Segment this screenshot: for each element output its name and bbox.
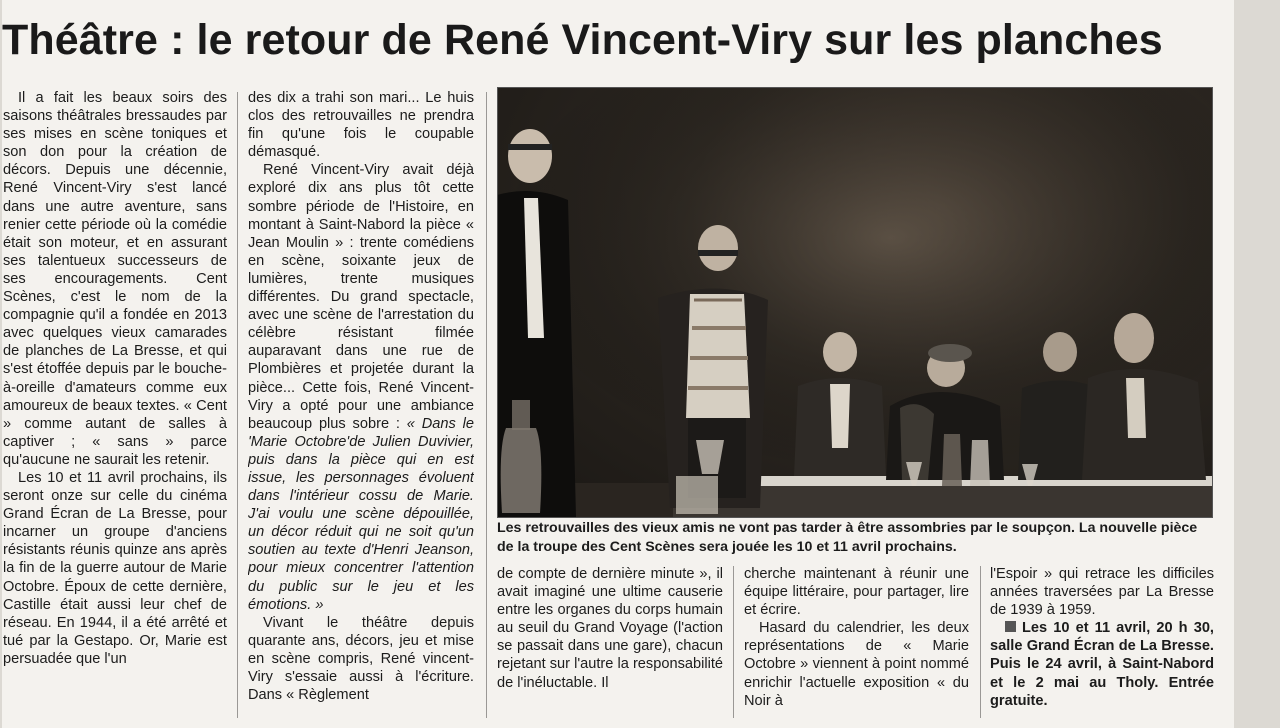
column-rule — [237, 92, 238, 718]
paragraph: Les 10 et 11 avril prochains, ils seront onze sur celle du cinéma Grand Écran de La Bresse, pour incarner un groupe d'anciens résistants réunis quinze ans après la fin de la guerre autour de Marie Octobre. Époux de cette dernière, Castille était aussi leur chef de réseau. En 1944, il a été arrêté et tué par la Gestapo. Or, Marie est persuadée que l'un — [3, 469, 227, 667]
paragraph: des dix a trahi son mari... Le huis clos des retrouvailles ne prendra fin qu'une fois le coupable démasqué. — [248, 90, 474, 161]
paragraph: Il a fait les beaux soirs des saisons théâtrales bressaudes par ses mises en scène toniques et son don pour la création de décors. Depuis une décennie, René Vincent-Viry s'est lancé dans une autre aventure, sans renier cette période où la comédie était son moteur, et en assurant ses talentueux successeurs de ses encouragements. Cent Scènes, c'est le nom de la compagnie qu'il a fondée en 2013 avec quelques vieux camarades de planches de La Bresse, et qui s'est étoffée depuis par le bouche-à-oreille d'amateurs comme eux amoureux de beaux textes. « Cent » comme autant de salles à captiver ; « sans » parce qu'aucune ne saurait les retenir. — [3, 90, 227, 468]
article-column-5 — [990, 565, 1214, 721]
photo-caption: Les retrouvailles des vieux amis ne vont pas tarder à être assombries par le soupçon. La nouvelle pièce de la troupe des Cent Scènes sera jouée les 10 et 11 avril prochains. — [497, 520, 1198, 555]
event-info — [990, 619, 1214, 709]
paragraph: de compte de dernière minute », il avait imaginé une ultime causerie entre les organes du corps humain au seuil du Grand Voyage (l'action se passait dans une gare), chacun rejetant sur l'autre la responsabilité de l'inéluctable. Il — [497, 566, 723, 691]
stage-photo — [497, 87, 1213, 518]
paragraph — [248, 161, 474, 613]
stage-photo-illustration — [498, 88, 1212, 517]
article-column-3 — [497, 565, 723, 721]
column-rule — [980, 566, 981, 718]
right-page-edge — [1234, 0, 1280, 728]
paragraph: cherche maintenant à réunir une équipe littéraire, pour partager, lire et écrire. — [744, 566, 969, 619]
paragraph: l'Espoir » qui retrace les difficiles années traversées par La Bresse de 1939 à 1959. — [990, 566, 1214, 619]
square-bullet-icon — [1005, 621, 1016, 632]
article-column-1 — [3, 89, 227, 721]
paragraph: Hasard du calendrier, les deux représentations de « Marie Octobre » viennent à point nommé enrichir l'actuelle exposition « du Noir à — [744, 620, 969, 709]
event-info-text: Les 10 et 11 avril, 20 h 30, salle Grand Écran de La Bresse. Puis le 24 avril, à Saint-Nabord et le 2 mai au Tholy. Entrée gratuite. — [990, 620, 1214, 709]
article-column-2 — [248, 89, 474, 721]
left-page-edge — [0, 0, 2, 728]
interview-quote: « Dans le 'Marie Octobre'de Julien Duvivier, puis dans la pièce qui en est issue, les personnages évoluent dans l'intérieur cossu de Marie. J'ai voulu une scène dépouillée, un décor réduit qui ne soit qu'un soutien au texte d'Henri Jeanson, pour mieux concentrer l'attention du public sur le jeu et les émotions. » — [248, 415, 474, 613]
article-headline: Théâtre : le retour de René Vincent-Viry sur les planches — [2, 16, 1163, 64]
column-rule — [486, 92, 487, 718]
article-column-4 — [744, 565, 969, 721]
paragraph-text: René Vincent-Viry avait déjà exploré dix ans plus tôt cette sombre période de l'Histoire, en montant à Saint-Nabord la pièce « Jean Moulin » : trente comédiens en scène, soixante jeux de lumières, trente musiques différentes. Du grand spectacle, avec une scène de l'arrestation du célèbre résistant filmée auparavant dans une rue de Plombières et projetée durant la pièce... Cette fois, René Vincent-Viry a opté pour une ambiance beaucoup plus sobre : — [248, 162, 474, 432]
paragraph: Vivant le théâtre depuis quarante ans, décors, jeu et mise en scène compris, René vincent-Viry s'essaie aussi à l'écriture. Dans « Règlement — [248, 614, 474, 704]
column-rule — [733, 566, 734, 718]
